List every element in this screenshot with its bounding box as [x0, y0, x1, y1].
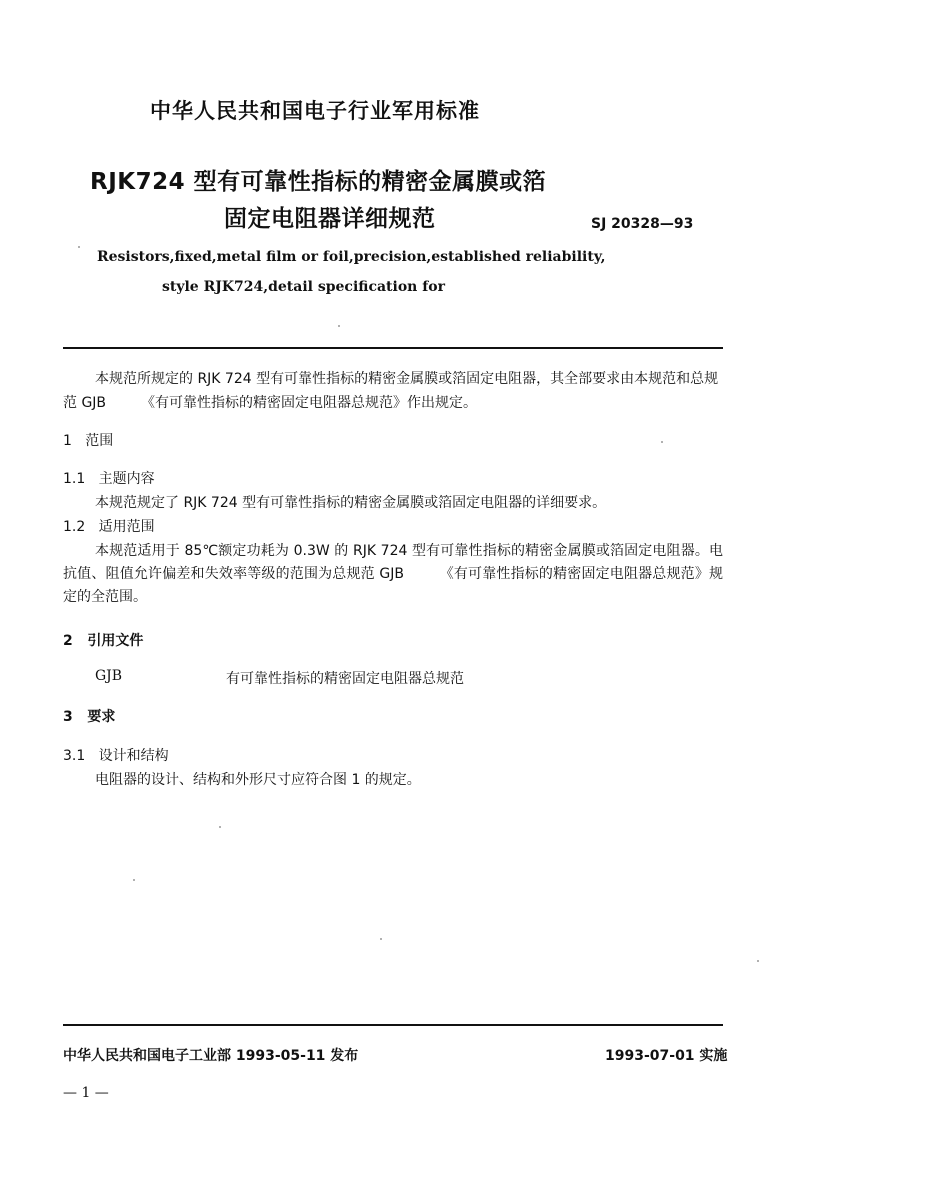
header-divider [63, 347, 723, 349]
english-title-line2: style RJK724,detail specification for [162, 279, 445, 295]
section-1-2-heading [63, 516, 155, 536]
section-1-heading [63, 430, 113, 450]
section-title: 范围 [85, 433, 114, 449]
section-number: 3.1 [63, 748, 86, 764]
section-title: 主题内容 [98, 471, 155, 487]
section-title: 引用文件 [87, 633, 144, 649]
section-3-1-heading [63, 745, 169, 765]
scan-speck [757, 960, 759, 962]
page-number: — 1 — [63, 1085, 109, 1101]
english-title-line1: Resistors,fixed,metal film or foil,precision,established reliability, [97, 249, 606, 265]
section-title: 适用范围 [98, 519, 155, 535]
effective-date: 1993-07-01 实施 [605, 1048, 728, 1064]
scan-speck [78, 246, 80, 248]
document-title-line2: 固定电阻器详细规范 [224, 206, 436, 232]
scan-speck [133, 879, 135, 881]
scan-speck [380, 938, 382, 940]
reference-code: GJB [95, 668, 123, 684]
reference-title: 有可靠性指标的精密固定电阻器总规范 [226, 671, 464, 687]
scan-speck [338, 325, 340, 327]
footer-divider [63, 1024, 723, 1026]
document-title-line1: RJK724 型有可靠性指标的精密金属膜或箔 [90, 169, 547, 195]
section-number: 1.2 [63, 519, 86, 535]
standard-type: 中华人民共和国电子行业军用标准 [150, 99, 480, 123]
issue-info: 中华人民共和国电子工业部 1993-05-11 发布 [63, 1048, 359, 1064]
section-3-1-text: 电阻器的设计、结构和外形尺寸应符合图 1 的规定。 [95, 772, 421, 788]
section-1-2-text: 本规范适用于 85℃额定功耗为 0.3W 的 RJK 724 型有可靠性指标的精密金属膜或箔固定电阻器。电抗值、阻值允许偏差和失效率等级的范围为总规范 GJB 《有可靠性指标的精密固定电阻器总规范》规定的全范围。 [63, 543, 723, 605]
section-number: 3 [63, 709, 73, 725]
section-2-heading [63, 630, 143, 650]
section-number: 2 [63, 633, 73, 649]
section-3-heading [63, 706, 115, 726]
scan-speck [219, 826, 221, 828]
section-1-1-heading [63, 468, 155, 488]
standard-code: SJ 20328—93 [591, 216, 694, 232]
section-number: 1 [63, 433, 72, 449]
scan-speck [661, 441, 663, 443]
intro-paragraph: 本规范所规定的 RJK 724 型有可靠性指标的精密金属膜或箔固定电阻器，其全部要求由本规范和总规范 GJB 《有可靠性指标的精密固定电阻器总规范》作出规定。 [63, 371, 719, 411]
section-title: 设计和结构 [98, 748, 169, 764]
section-number: 1.1 [63, 471, 86, 487]
section-title: 要求 [87, 709, 116, 725]
section-1-1-text: 本规范规定了 RJK 724 型有可靠性指标的精密金属膜或箔固定电阻器的详细要求。 [95, 495, 607, 511]
